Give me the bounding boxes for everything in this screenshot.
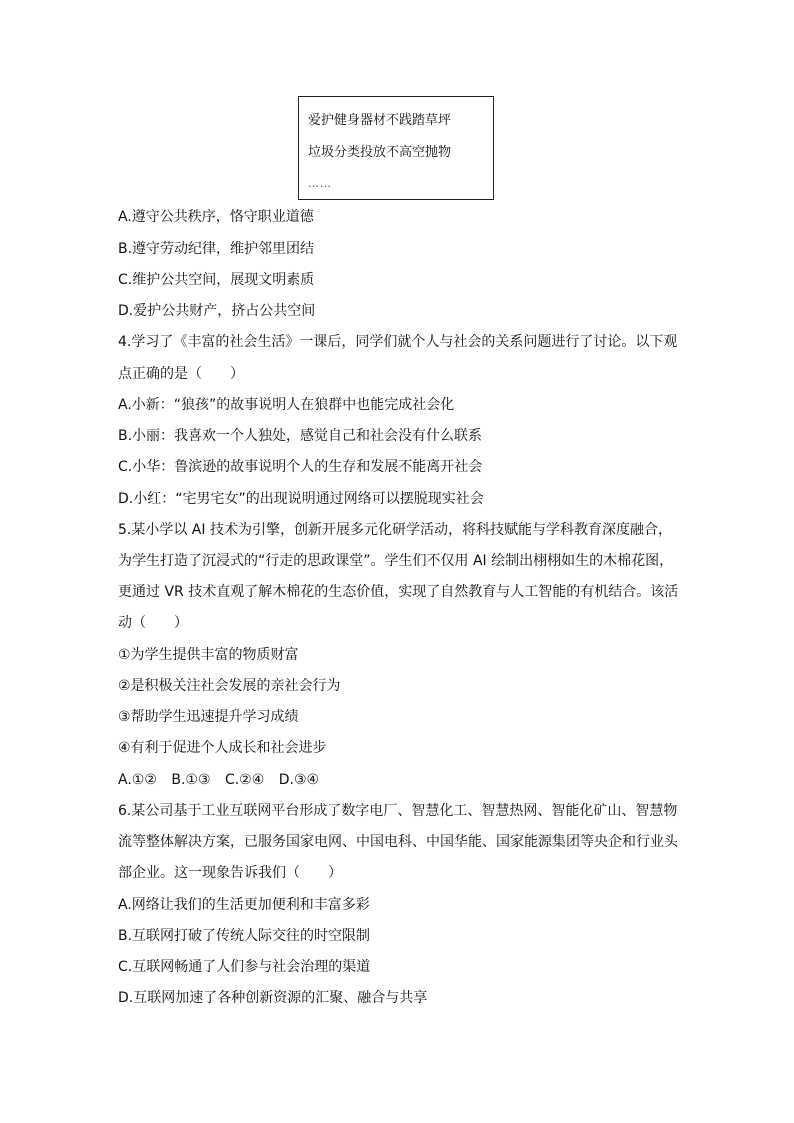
q5-choice-b: B.①③ xyxy=(171,772,211,788)
q5-stem-line-1: 5.某小学以 AI 技术为引擎，创新开展多元化研学活动，将科技赋能与学科教育深度融合， xyxy=(118,522,672,538)
slogan-ellipsis: …… xyxy=(308,177,332,190)
slogan-box xyxy=(298,96,494,200)
q5-choice-c: C.②④ xyxy=(224,772,265,788)
q5-statement-2: ②是积极关注社会发展的亲社会行为 xyxy=(118,678,341,694)
q6-option-c: C.互联网畅通了人们参与社会治理的渠道 xyxy=(118,959,371,975)
q5-choices xyxy=(118,770,319,790)
q6-stem-line-2: 流等整体解决方案，已服务国家电网、中国电科、中国华能、国家能源集团等央企和行业头 xyxy=(118,834,678,850)
slogan-line-1: 爱护健身器材不践踏草坪 xyxy=(308,113,452,128)
q4-option-d: D.小红：“宅男宅女”的出现说明通过网络可以摆脱现实社会 xyxy=(118,491,484,507)
q6-stem-line-1: 6.某公司基于工业互联网平台形成了数字电厂、智慧化工、智慧热网、智能化矿山、智慧物 xyxy=(118,803,678,819)
q5-statement-1: ①为学生提供丰富的物质财富 xyxy=(118,647,299,663)
q6-stem-line-3: 部企业。这一现象告诉我们（ ） xyxy=(118,865,342,881)
q5-statement-3: ③帮助学生迅速提升学习成绩 xyxy=(118,709,299,725)
q5-stem-line-4: 动（ ） xyxy=(118,615,188,631)
q6-option-a: A.网络让我们的生活更加便利和丰富多彩 xyxy=(118,897,370,913)
q6-option-d: D.互联网加速了各种创新资源的汇聚、融合与共享 xyxy=(118,990,428,1006)
q5-choice-a: A.①② xyxy=(118,772,157,788)
q6-option-b: B.互联网打破了传统人际交往的时空限制 xyxy=(118,928,371,944)
q4-option-b: B.小丽：我喜欢一个人独处，感觉自己和社会没有什么联系 xyxy=(118,428,483,444)
q4-option-a: A.小新：“狼孩”的故事说明人在狼群中也能完成社会化 xyxy=(118,397,455,413)
q5-choice-d: D.③④ xyxy=(278,772,320,788)
q3-option-b: B.遵守劳动纪律，维护邻里团结 xyxy=(118,241,315,257)
slogan-line-2: 垃圾分类投放不高空抛物 xyxy=(308,145,452,160)
q4-stem-line-2: 点正确的是（ ） xyxy=(118,366,244,382)
q4-option-c: C.小华：鲁滨逊的故事说明个人的生存和发展不能离开社会 xyxy=(118,459,483,475)
q5-statement-4: ④有利于促进个人成长和社会进步 xyxy=(118,740,327,756)
q3-option-c: C.维护公共空间，展现文明素质 xyxy=(118,272,315,288)
q4-stem-line-1: 4.学习了《丰富的社会生活》一课后，同学们就个人与社会的关系问题进行了讨论。以下观 xyxy=(118,334,678,350)
q3-option-d: D.爱护公共财产，挤占公共空间 xyxy=(118,303,316,319)
q5-stem-line-3: 更通过 VR 技术直观了解木棉花的生态价值，实现了自然教育与人工智能的有机结合。该活 xyxy=(118,584,679,600)
q3-option-a: A.遵守公共秩序，恪守职业道德 xyxy=(118,209,314,225)
q5-stem-line-2: 为学生打造了沉浸式的“行走的思政课堂”。学生们不仅用 AI 绘制出栩栩如生的木棉花图， xyxy=(118,553,674,569)
